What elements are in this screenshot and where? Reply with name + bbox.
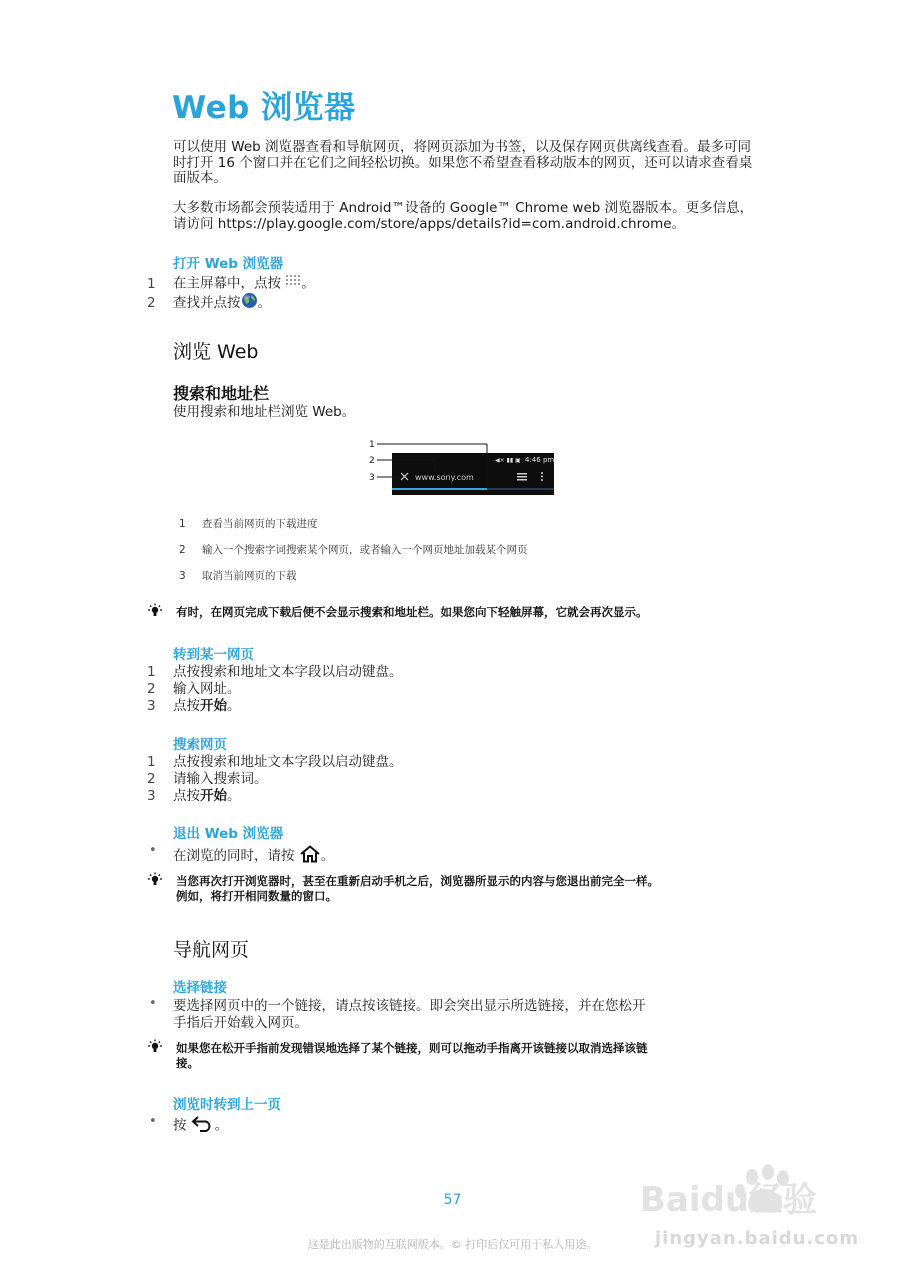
tabs-icon	[517, 473, 527, 481]
goto-step-1: 1 点按搜索和地址文本字段以启动键盘。	[147, 664, 403, 680]
back-heading: 浏览时转到上一页	[173, 1097, 281, 1113]
intro-paragraph-2: 大多数市场都会预装适用于 Android™设备的 Google™ Chrome web 浏览器版本。更多信息，请访问 https://play.google.com/store/apps/details?id=com.android.chrome。	[173, 200, 754, 232]
open-step-2	[147, 292, 271, 314]
callout-label-3: 3	[369, 473, 375, 483]
open-step-1	[147, 274, 315, 293]
address-bar-figure	[365, 436, 560, 500]
goto-step-2: 2 输入网址。	[147, 681, 241, 697]
page-number: 57	[443, 1192, 462, 1208]
lightbulb-tip-icon	[146, 603, 164, 619]
overflow-menu-icon	[541, 472, 543, 481]
navigate-heading: 导航网页	[173, 939, 250, 961]
search-step-3: 3 点按开始。	[147, 788, 241, 804]
status-time: 4:46 pm	[525, 456, 555, 464]
callout-item-3: 3 取消当前网页的下载	[179, 570, 297, 582]
bullet-dot: •	[149, 1114, 157, 1129]
exit-bullet: 在浏览的同时，请按 。	[173, 845, 733, 867]
baidu-watermark-logo	[640, 1163, 855, 1223]
back-arrow-icon	[191, 1115, 215, 1136]
step-text: 查找并点按	[173, 295, 241, 311]
tip-search-bar: 有时，在网页完成下载后便不会显示搜索和地址栏。如果您向下轻触屏幕，它就会再次显示。	[176, 605, 648, 619]
home-icon	[299, 845, 321, 867]
search-bar-heading: 搜索和地址栏	[173, 384, 270, 403]
apps-grid-icon	[285, 274, 301, 293]
callout-label-2: 2	[369, 456, 375, 466]
step-suffix: 。	[257, 295, 271, 311]
footer-note: 这是此出版物的互联网版本。© 打印后仅可用于私人用途。	[307, 1238, 598, 1251]
tip-link-line-2: 接。	[176, 1056, 199, 1070]
progress-bar	[392, 488, 487, 490]
step-suffix: 。	[301, 275, 315, 292]
url-text: www.sony.com	[415, 473, 474, 482]
select-link-bullet-line-2: 手指后开始载入网页。	[173, 1015, 308, 1031]
search-bar-desc: 使用搜索和地址栏浏览 Web。	[173, 404, 356, 420]
step-text: 在主屏幕中，点按	[173, 275, 286, 292]
step-number: 2	[147, 295, 156, 311]
open-browser-heading: 打开 Web 浏览器	[173, 256, 284, 272]
svg-text:◀× ▮▮ ▣: ◀× ▮▮ ▣	[495, 457, 521, 464]
lightbulb-tip-icon	[146, 1039, 164, 1055]
globe-icon	[241, 292, 258, 314]
tip-exit-line-2: 例如，将打开相同数量的窗口。	[176, 889, 337, 903]
select-link-heading: 选择链接	[173, 980, 227, 996]
browse-heading: 浏览 Web	[173, 341, 259, 363]
bullet-dot: •	[149, 843, 157, 858]
callout-item-2: 2 输入一个搜索字词搜索某个网页，或者输入一个网页地址加载某个网页	[179, 544, 528, 556]
back-bullet: 按 。	[173, 1115, 733, 1136]
page-title: Web 浏览器	[172, 90, 356, 126]
watermark-url: jingyan.baidu.com	[655, 1228, 860, 1249]
lightbulb-tip-icon	[146, 872, 164, 888]
search-step-2: 2 请输入搜索词。	[147, 771, 268, 787]
intro-paragraph-1: 可以使用 Web 浏览器查看和导航网页，将网页添加为书签，以及保存网页供离线查看。最多可同时打开 16 个窗口并在它们之间轻松切换。如果您不希望查看移动版本的网页，还可以请求查看桌面版本。	[173, 139, 753, 186]
search-page-heading: 搜索网页	[173, 737, 227, 753]
step-number: 1	[147, 275, 156, 292]
callout-label-1: 1	[369, 440, 375, 450]
bullet-dot: •	[149, 996, 157, 1011]
search-step-1: 1 点按搜索和地址文本字段以启动键盘。	[147, 754, 403, 770]
select-link-bullet-line-1: 要选择网页中的一个链接，请点按该链接。即会突出显示所选链接，并在您松开	[173, 998, 646, 1014]
goto-step-3: 3 点按开始。	[147, 698, 241, 714]
tip-exit-line-1: 当您再次打开浏览器时，甚至在重新启动手机之后，浏览器所显示的内容与您退出前完全一样。	[176, 874, 659, 888]
watermark-logo-text: Baidu经验	[640, 1180, 818, 1220]
tip-link-line-1: 如果您在松开手指前发现错误地选择了某个链接，则可以拖动手指离开该链接以取消选择该链	[176, 1041, 648, 1055]
goto-page-heading: 转到某一网页	[173, 647, 254, 663]
exit-browser-heading: 退出 Web 浏览器	[173, 826, 284, 842]
callout-item-1: 1 查看当前网页的下载进度	[179, 518, 318, 530]
